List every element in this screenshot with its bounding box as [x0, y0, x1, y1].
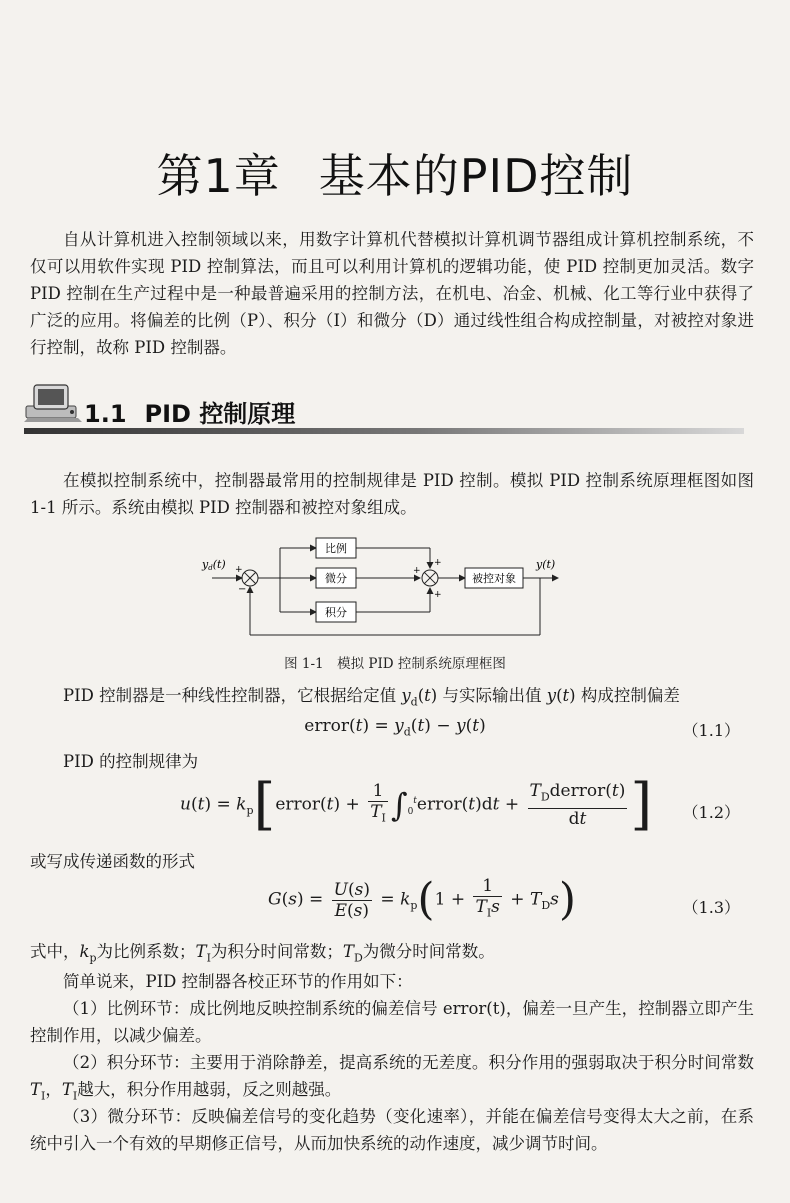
plant-label: 被控对象: [472, 572, 516, 585]
item-derivative: （3）微分环节：反映偏差信号的变化趋势（变化速率），并能在偏差信号变得太大之前，在系统中引入一个有效的早期修正信号，从而加快系统的动作速度，减少调节时间。: [30, 1107, 754, 1153]
sum2-plus-bottom: +: [434, 590, 442, 600]
figure-caption: 图 1-1 模拟 PID 控制系统原理框图: [284, 656, 506, 672]
equation-1-3: G(s) = $\frac{U(s)}{E(s)}$ = $k_p(1$ + $\frac{1}{T_Is}$ + $T_Ds$) （1.3）: [268, 874, 740, 925]
intro-paragraph: 自从计算机进入控制领域以来，用数字计算机代替模拟计算机调节器组成计算机控制系统，不仅可以用软件实现 PID 控制算法，而且可以利用计算机的逻辑功能，使 PID 控制更加灵活。数字 PID 控制在生产过程中是一种最普遍采用的控制方法，在机电、冶金、机械、化工等行业中获得了广泛的应用。将偏差的比例（P）、积分（I）和微分（D）通过线性组合构成控制量，对被控对象进行控制，故称 PID 控制器。: [30, 230, 754, 357]
tf-paragraph: 或写成传递函数的形式: [30, 852, 195, 871]
equation-1-1: error(t) = $y_d(t) - y(t)$ （1.1）: [304, 716, 740, 740]
item-proportional: （1）比例环节：成比例地反映控制系统的偏差信号 error(t)，偏差一旦产生，控制器立即产生控制作用，以减少偏差。: [30, 999, 754, 1045]
ctrl-paragraph: PID 控制器是一种线性控制器，它根据给定值 $y_d(t)$ 与实际输出值 y(t) 构成控制偏差: [63, 686, 680, 709]
sim-paragraph: 在模拟控制系统中，控制器最常用的控制规律是 PID 控制。模拟 PID 控制系统原理框图如图 1-1 所示。系统由模拟 PID 控制器和被控对象组成。: [30, 471, 754, 517]
sum1-plus: +: [235, 565, 243, 575]
sum1-minus: −: [238, 584, 247, 595]
chapter-number: 第1章: [156, 149, 281, 203]
computer-icon: [24, 382, 84, 422]
section-number: 1.1: [84, 400, 127, 428]
item-integral: （2）积分环节：主要用于消除静差，提高系统的无差度。积分作用的强弱取决于积分时间常数$T_I$，$T_I$越大，积分作用越弱，反之则越强。: [30, 1053, 754, 1103]
equation-1-2: $u(t) = k_p[error(t)$ + $\frac{1}{T_I}$ $\int_0^terror(t)dt$ + $\frac{T_Dderror(t)}{dt}$ ] （1.2）: [180, 772, 740, 837]
proportional-label: 比例: [325, 542, 347, 555]
section-rule: [24, 428, 744, 434]
sum2-plus-top: +: [434, 558, 442, 568]
section-title: [84, 394, 295, 429]
integral-label: 积分: [325, 606, 347, 619]
output-label: y(t): [536, 558, 556, 571]
equation-number-1-1: （1.1）: [682, 721, 740, 740]
sum2-plus-left: +: [413, 566, 421, 576]
equation-number-1-2: （1.2）: [682, 803, 740, 822]
section-name: PID 控制原理: [144, 400, 296, 428]
pid-block-diagram: [200, 535, 560, 645]
summary-paragraph: 简单说来，PID 控制器各校正环节的作用如下：: [63, 972, 413, 991]
chapter-name: 基本的PID控制: [318, 149, 634, 203]
equation-number-1-3: （1.3）: [682, 898, 740, 917]
summing-junction-1: [242, 570, 258, 586]
summing-junction-2: [422, 570, 438, 586]
input-label: yd(t): [202, 558, 226, 572]
chapter-title: [0, 140, 790, 206]
where-paragraph: 式中，$k_p$为比例系数；$T_I$为积分时间常数；$T_D$为微分时间常数。: [30, 942, 495, 965]
derivative-label: 微分: [325, 572, 347, 585]
section-heading: [24, 380, 744, 440]
law-paragraph: PID 的控制规律为: [63, 752, 199, 771]
